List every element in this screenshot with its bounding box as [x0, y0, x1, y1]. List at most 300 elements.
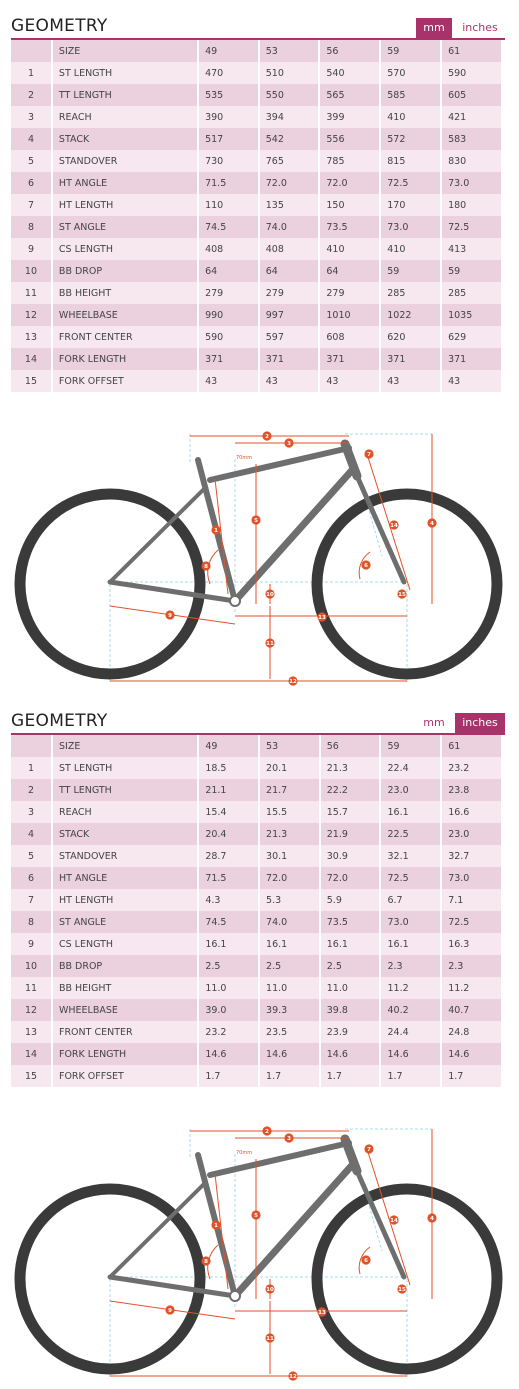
measurement-value: 21.3	[260, 823, 319, 845]
table-row	[11, 911, 501, 933]
callout-number: 6	[364, 1258, 368, 1265]
measurement-value: 180	[442, 194, 501, 216]
measurement-name: FORK LENGTH	[53, 348, 197, 370]
measurement-value: 990	[199, 304, 258, 326]
measurement-value: 20.4	[199, 823, 258, 845]
measurement-value: 39.0	[199, 999, 258, 1021]
callout-number: 14	[390, 1218, 398, 1225]
measurement-value: 765	[260, 150, 319, 172]
table-row	[11, 867, 501, 889]
measurement-value: 73.5	[321, 911, 380, 933]
table-row	[11, 194, 501, 216]
measurement-value: 21.1	[199, 779, 258, 801]
table-row	[11, 779, 501, 801]
measurement-value: 16.1	[381, 801, 440, 823]
table-row	[11, 128, 501, 150]
row-number: 9	[11, 933, 51, 955]
column-header-size-value: 61	[442, 40, 501, 62]
measurement-value: 59	[442, 260, 501, 282]
measurement-name: WHEELBASE	[53, 304, 197, 326]
measurement-value: 540	[320, 62, 379, 84]
table-row	[11, 955, 501, 977]
measurement-value: 542	[260, 128, 319, 150]
measurement-value: 6.7	[381, 889, 440, 911]
measurement-value: 535	[199, 84, 258, 106]
measurement-value: 64	[320, 260, 379, 282]
row-number: 5	[11, 150, 51, 172]
measurement-value: 30.9	[321, 845, 380, 867]
bike-geometry-diagram	[10, 424, 508, 694]
callout-number: 12	[289, 1374, 297, 1381]
measurement-value: 64	[260, 260, 319, 282]
callout-number: 7	[367, 1147, 371, 1154]
measurement-value: 15.4	[199, 801, 258, 823]
measurement-value: 72.5	[381, 867, 440, 889]
measurement-value: 23.8	[442, 779, 501, 801]
measurement-value: 15.7	[321, 801, 380, 823]
measurement-value: 371	[260, 348, 319, 370]
measurement-value: 24.8	[442, 1021, 501, 1043]
column-header-size-value: 59	[381, 735, 440, 757]
measurement-value: 5.3	[260, 889, 319, 911]
unit-toggle-mm[interactable]: mm	[423, 716, 445, 729]
measurement-value: 556	[320, 128, 379, 150]
row-number: 11	[11, 977, 51, 999]
table-row	[11, 801, 501, 823]
measurement-value: 18.5	[199, 757, 258, 779]
measurement-value: 1.7	[321, 1065, 380, 1087]
measurement-value: 279	[199, 282, 258, 304]
row-number: 13	[11, 1021, 51, 1043]
table-row	[11, 326, 501, 348]
measurement-name: HT LENGTH	[53, 194, 197, 216]
measurement-value: 21.9	[321, 823, 380, 845]
row-number: 2	[11, 84, 51, 106]
measurement-value: 572	[381, 128, 440, 150]
measurement-value: 16.1	[199, 933, 258, 955]
table-row	[11, 150, 501, 172]
measurement-value: 620	[381, 326, 440, 348]
table-row	[11, 260, 501, 282]
measurement-name: HT ANGLE	[53, 172, 197, 194]
measurement-value: 16.3	[442, 933, 501, 955]
measurement-value: 170	[381, 194, 440, 216]
measurement-value: 550	[260, 84, 319, 106]
measurement-value: 1.7	[260, 1065, 319, 1087]
measurement-value: 43	[381, 370, 440, 392]
measurement-value: 11.0	[199, 977, 258, 999]
table-row	[11, 999, 501, 1021]
measurement-value: 11.0	[321, 977, 380, 999]
measurement-name: ST LENGTH	[53, 757, 197, 779]
measurement-value: 43	[260, 370, 319, 392]
measurement-value: 59	[381, 260, 440, 282]
table-row	[11, 757, 501, 779]
row-number: 12	[11, 999, 51, 1021]
table-row	[11, 216, 501, 238]
chainstay	[110, 582, 235, 601]
top-tube	[210, 448, 349, 480]
callout-number: 10	[266, 592, 274, 599]
measurement-value: 390	[199, 106, 258, 128]
measurement-name: WHEELBASE	[53, 999, 197, 1021]
measurement-name: BB DROP	[53, 260, 197, 282]
measurement-value: 470	[199, 62, 258, 84]
measurement-value: 11.0	[260, 977, 319, 999]
measurement-value: 410	[381, 238, 440, 260]
measurement-value: 72.5	[442, 216, 501, 238]
measurement-value: 510	[260, 62, 319, 84]
row-number: 11	[11, 282, 51, 304]
measurement-value: 43	[199, 370, 258, 392]
measurement-value: 413	[442, 238, 501, 260]
measurement-value: 32.1	[381, 845, 440, 867]
measurement-value: 14.6	[260, 1043, 319, 1065]
column-header-size-value: 56	[321, 735, 380, 757]
measurement-value: 14.6	[381, 1043, 440, 1065]
measurement-value: 21.3	[321, 757, 380, 779]
measurement-value: 2.5	[260, 955, 319, 977]
measurement-value: 72.0	[260, 867, 319, 889]
measurement-value: 730	[199, 150, 258, 172]
measurement-value: 408	[199, 238, 258, 260]
measurement-name: BB HEIGHT	[53, 282, 197, 304]
table-row	[11, 62, 501, 84]
callout-number: 2	[265, 1129, 269, 1136]
column-header-size-value: 56	[320, 40, 379, 62]
measurement-value: 74.0	[260, 216, 319, 238]
measurement-value: 583	[442, 128, 501, 150]
geometry-table	[9, 735, 503, 1087]
callout-number: 6	[364, 563, 368, 570]
measurement-value: 371	[199, 348, 258, 370]
measurement-value: 565	[320, 84, 379, 106]
table-row	[11, 84, 501, 106]
measurement-name: REACH	[53, 801, 197, 823]
measurement-value: 1.7	[381, 1065, 440, 1087]
measurement-name: ST LENGTH	[53, 62, 197, 84]
measurement-value: 408	[260, 238, 319, 260]
row-number: 14	[11, 348, 51, 370]
measurement-value: 7.1	[442, 889, 501, 911]
measurement-value: 590	[199, 326, 258, 348]
callout-number: 8	[204, 564, 208, 571]
measurement-value: 73.5	[320, 216, 379, 238]
measurement-value: 43	[442, 370, 501, 392]
measurement-value: 73.0	[381, 216, 440, 238]
measurement-value: 71.5	[199, 867, 258, 889]
measurement-value: 1.7	[442, 1065, 501, 1087]
measurement-name: BB DROP	[53, 955, 197, 977]
callout-number: 11	[266, 1336, 274, 1343]
measurement-value: 40.7	[442, 999, 501, 1021]
measurement-value: 32.7	[442, 845, 501, 867]
measurement-value: 410	[381, 106, 440, 128]
column-header-size: SIZE	[53, 40, 197, 62]
geometry-title: GEOMETRY	[11, 711, 108, 731]
measurement-value: 135	[260, 194, 319, 216]
measurement-value: 371	[320, 348, 379, 370]
measurement-value: 23.2	[199, 1021, 258, 1043]
row-number: 3	[11, 106, 51, 128]
measurement-value: 64	[199, 260, 258, 282]
column-header-size: SIZE	[53, 735, 197, 757]
row-number: 5	[11, 845, 51, 867]
measurement-value: 150	[320, 194, 379, 216]
measurement-name: REACH	[53, 106, 197, 128]
table-row	[11, 845, 501, 867]
measurement-value: 371	[442, 348, 501, 370]
measurement-value: 15.5	[260, 801, 319, 823]
measurement-value: 23.5	[260, 1021, 319, 1043]
row-number: 7	[11, 194, 51, 216]
callout-number: 13	[318, 1310, 326, 1317]
row-number: 15	[11, 1065, 51, 1087]
measurement-value: 39.3	[260, 999, 319, 1021]
measurement-value: 2.3	[381, 955, 440, 977]
measurement-value: 421	[442, 106, 501, 128]
measurement-value: 1035	[442, 304, 501, 326]
row-number: 12	[11, 304, 51, 326]
row-number: 14	[11, 1043, 51, 1065]
measurement-value: 605	[442, 84, 501, 106]
measurement-value: 20.1	[260, 757, 319, 779]
measurement-value: 72.0	[260, 172, 319, 194]
table-header-row	[11, 40, 501, 62]
geometry-title: GEOMETRY	[11, 16, 108, 36]
measurement-name: FORK OFFSET	[53, 1065, 197, 1087]
callout-number: 1	[214, 528, 218, 535]
measurement-value: 14.6	[199, 1043, 258, 1065]
measurement-value: 39.8	[321, 999, 380, 1021]
row-number: 6	[11, 172, 51, 194]
row-number: 7	[11, 889, 51, 911]
table-header-row	[11, 735, 501, 757]
measurement-value: 1.7	[199, 1065, 258, 1087]
row-number: 15	[11, 370, 51, 392]
callout-number: 9	[168, 1308, 172, 1315]
measurement-name: ST ANGLE	[53, 216, 197, 238]
row-number: 9	[11, 238, 51, 260]
table-row	[11, 823, 501, 845]
measurement-name: HT ANGLE	[53, 867, 197, 889]
table-row	[11, 370, 501, 392]
measurement-value: 371	[381, 348, 440, 370]
measurement-value: 14.6	[442, 1043, 501, 1065]
measurement-value: 74.5	[199, 216, 258, 238]
measurement-name: STANDOVER	[53, 845, 197, 867]
top-tube	[210, 1143, 349, 1175]
callout-number: 15	[398, 1287, 406, 1294]
measurement-value: 597	[260, 326, 319, 348]
measurement-value: 73.0	[442, 867, 501, 889]
measurement-name: STACK	[53, 823, 197, 845]
column-header-size-value: 53	[260, 40, 319, 62]
measurement-value: 22.4	[381, 757, 440, 779]
geometry-header	[11, 711, 505, 735]
measurement-value: 11.2	[381, 977, 440, 999]
dimension-70mm-label: 70mm	[236, 455, 253, 461]
dimension-70mm-label: 70mm	[236, 1150, 253, 1156]
table-row	[11, 1043, 501, 1065]
callout-number: 2	[265, 434, 269, 441]
row-number: 1	[11, 62, 51, 84]
row-number: 4	[11, 823, 51, 845]
unit-toggle-inches[interactable]: inches	[455, 713, 505, 733]
measurement-name: FORK OFFSET	[53, 370, 197, 392]
callout-number: 9	[168, 613, 172, 620]
measurement-value: 73.0	[381, 911, 440, 933]
callout-number: 3	[287, 1136, 291, 1143]
measurement-value: 1022	[381, 304, 440, 326]
callout-number: 5	[254, 518, 258, 525]
measurement-value: 629	[442, 326, 501, 348]
measurement-value: 23.0	[381, 779, 440, 801]
callout-number: 14	[390, 523, 398, 530]
measurement-value: 16.1	[381, 933, 440, 955]
measurement-value: 279	[320, 282, 379, 304]
column-header-size-value: 53	[260, 735, 319, 757]
table-row	[11, 1021, 501, 1043]
measurement-value: 2.3	[442, 955, 501, 977]
callout-number: 1	[214, 1223, 218, 1230]
measurement-value: 21.7	[260, 779, 319, 801]
measurement-value: 40.2	[381, 999, 440, 1021]
measurement-value: 16.1	[321, 933, 380, 955]
table-row	[11, 1065, 501, 1087]
measurement-value: 2.5	[321, 955, 380, 977]
measurement-value: 72.5	[381, 172, 440, 194]
bike-geometry-diagram	[10, 1119, 508, 1389]
measurement-name: FRONT CENTER	[53, 1021, 197, 1043]
callout-number: 4	[430, 1216, 434, 1223]
callout-number: 5	[254, 1213, 258, 1220]
measurement-value: 16.6	[442, 801, 501, 823]
row-number: 10	[11, 260, 51, 282]
measurement-value: 5.9	[321, 889, 380, 911]
column-header-size-value: 61	[442, 735, 501, 757]
measurement-value: 285	[442, 282, 501, 304]
measurement-name: FRONT CENTER	[53, 326, 197, 348]
measurement-name: STACK	[53, 128, 197, 150]
measurement-name: ST ANGLE	[53, 911, 197, 933]
measurement-value: 24.4	[381, 1021, 440, 1043]
unit-toggle-mm[interactable]: mm	[416, 18, 452, 38]
geometry-header	[11, 16, 505, 40]
measurement-value: 1010	[320, 304, 379, 326]
callout-number: 4	[430, 521, 434, 528]
measurement-value: 815	[381, 150, 440, 172]
measurement-value: 16.1	[260, 933, 319, 955]
measurement-value: 74.5	[199, 911, 258, 933]
chainstay	[110, 1277, 235, 1296]
row-number: 13	[11, 326, 51, 348]
measurement-value: 71.5	[199, 172, 258, 194]
table-row	[11, 977, 501, 999]
row-number: 1	[11, 757, 51, 779]
measurement-value: 394	[260, 106, 319, 128]
row-number: 2	[11, 779, 51, 801]
row-number: 6	[11, 867, 51, 889]
measurement-value: 72.5	[442, 911, 501, 933]
measurement-name: TT LENGTH	[53, 779, 197, 801]
bottom-bracket	[230, 1291, 240, 1301]
row-number-header	[11, 735, 51, 757]
row-number-header	[11, 40, 51, 62]
fork-length-dimension	[367, 1149, 410, 1285]
row-number: 8	[11, 216, 51, 238]
row-number: 3	[11, 801, 51, 823]
measurement-value: 2.5	[199, 955, 258, 977]
measurement-value: 608	[320, 326, 379, 348]
table-row	[11, 304, 501, 326]
table-row	[11, 889, 501, 911]
measurement-value: 28.7	[199, 845, 258, 867]
callout-number: 7	[367, 452, 371, 459]
measurement-value: 997	[260, 304, 319, 326]
measurement-value: 517	[199, 128, 258, 150]
fork-length-dimension	[367, 454, 410, 590]
unit-toggle-inches[interactable]: inches	[462, 21, 498, 34]
row-number: 10	[11, 955, 51, 977]
table-row	[11, 282, 501, 304]
table-row	[11, 348, 501, 370]
measurement-value: 72.0	[321, 867, 380, 889]
row-number: 4	[11, 128, 51, 150]
measurement-value: 585	[381, 84, 440, 106]
measurement-name: CS LENGTH	[53, 933, 197, 955]
measurement-name: BB HEIGHT	[53, 977, 197, 999]
table-row	[11, 933, 501, 955]
callout-number: 15	[398, 592, 406, 599]
callout-number: 11	[266, 641, 274, 648]
measurement-value: 73.0	[442, 172, 501, 194]
callout-number: 8	[204, 1259, 208, 1266]
measurement-value: 285	[381, 282, 440, 304]
measurement-value: 43	[320, 370, 379, 392]
measurement-value: 23.2	[442, 757, 501, 779]
measurement-name: CS LENGTH	[53, 238, 197, 260]
measurement-value: 23.0	[442, 823, 501, 845]
callout-number: 13	[318, 615, 326, 622]
table-row	[11, 106, 501, 128]
measurement-value: 570	[381, 62, 440, 84]
column-header-size-value: 49	[199, 40, 258, 62]
table-row	[11, 238, 501, 260]
callout-number: 3	[287, 441, 291, 448]
measurement-name: FORK LENGTH	[53, 1043, 197, 1065]
measurement-value: 11.2	[442, 977, 501, 999]
measurement-value: 785	[320, 150, 379, 172]
measurement-value: 830	[442, 150, 501, 172]
measurement-name: HT LENGTH	[53, 889, 197, 911]
measurement-value: 14.6	[321, 1043, 380, 1065]
measurement-value: 72.0	[320, 172, 379, 194]
callout-number: 12	[289, 679, 297, 686]
column-header-size-value: 59	[381, 40, 440, 62]
measurement-value: 22.5	[381, 823, 440, 845]
measurement-value: 30.1	[260, 845, 319, 867]
measurement-value: 22.2	[321, 779, 380, 801]
column-header-size-value: 49	[199, 735, 258, 757]
measurement-value: 4.3	[199, 889, 258, 911]
measurement-name: STANDOVER	[53, 150, 197, 172]
row-number: 8	[11, 911, 51, 933]
measurement-value: 23.9	[321, 1021, 380, 1043]
measurement-value: 590	[442, 62, 501, 84]
measurement-value: 110	[199, 194, 258, 216]
measurement-name: TT LENGTH	[53, 84, 197, 106]
